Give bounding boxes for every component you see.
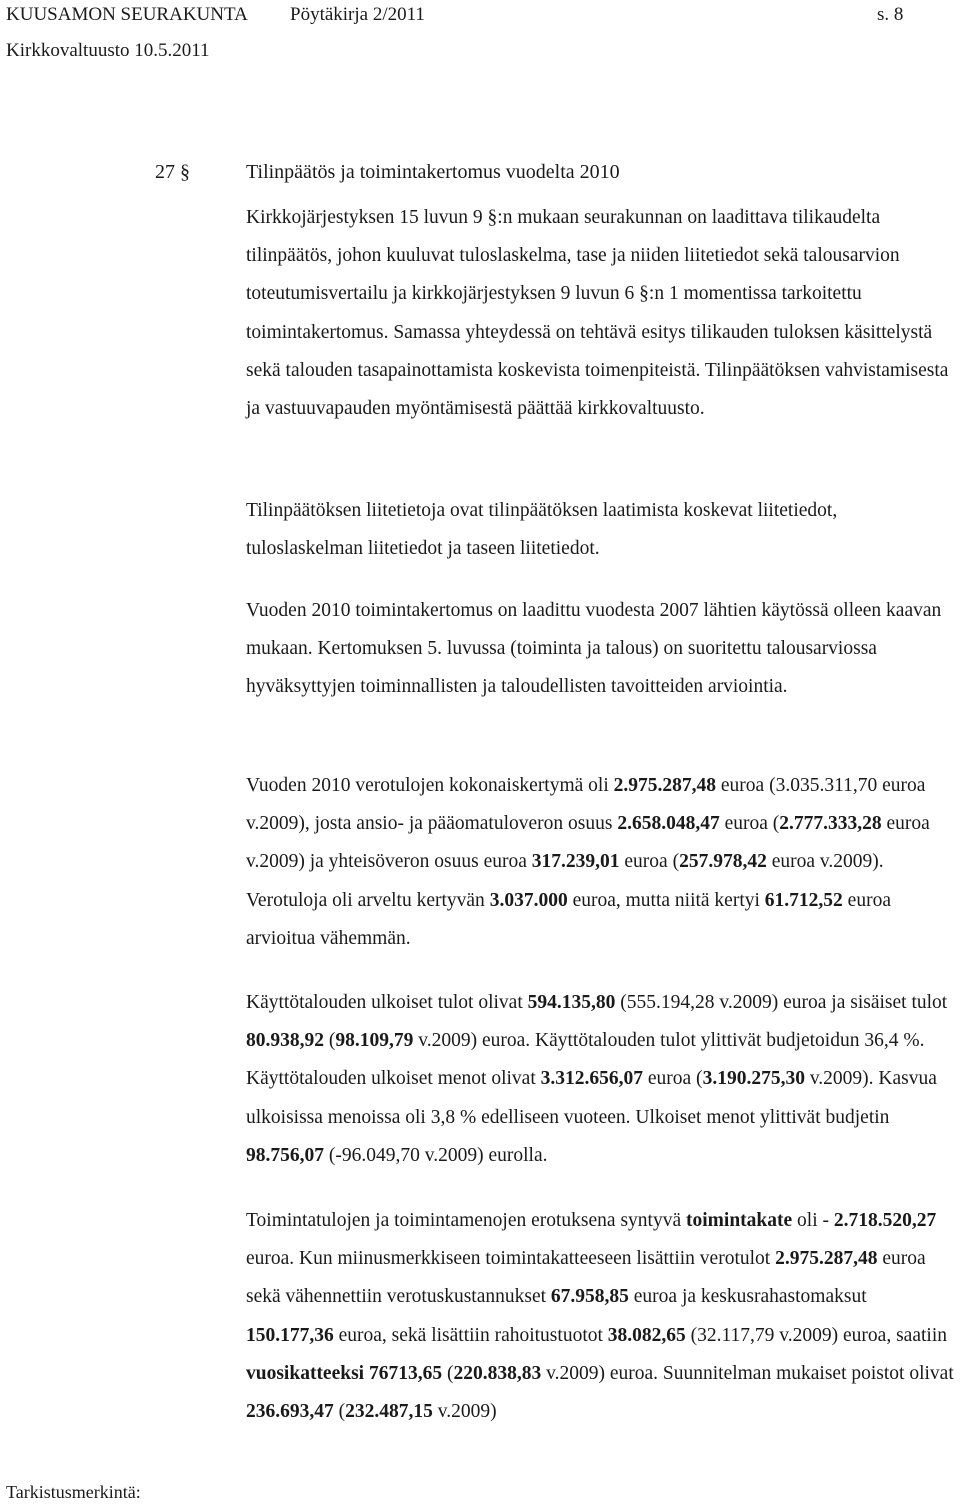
bold-value: vuosikatteeksi 76713,65 — [246, 1362, 443, 1384]
paragraph-tax-revenue — [246, 767, 956, 958]
text-run: (555.194,28 v.2009) euroa ja sisäiset tulot — [615, 992, 948, 1013]
bold-value: 317.239,01 — [531, 851, 620, 873]
text-run: euroa ( — [719, 813, 780, 835]
text-run: euroa. Kun miinusmerkkiseen toimintakatteeseen lisättiin verotulot — [246, 1248, 776, 1270]
bold-value: 3.037.000 — [489, 889, 568, 911]
text-run: euroa ja keskusrahastomaksut — [628, 1286, 867, 1308]
text-run: Käyttötalouden ulkoiset tulot olivat — [246, 992, 528, 1013]
bold-value: 594.135,80 — [527, 992, 616, 1013]
paragraph-annual-report: Vuoden 2010 toimintakertomus on laadittu vuodesta 2007 lähtien käytössä olleen kaavan mukaan. Kertomuksen 5. luvussa (toiminta ja talous) on suoritettu talousarviossa hyväksyttyjen toiminnallisten ja taloudellisten tavoitteiden arviointia. — [246, 600, 942, 698]
bold-value: 98.756,07 — [246, 1144, 324, 1166]
bold-value: 2.975.287,48 — [775, 1248, 878, 1270]
section-title: Tilinpäätös ja toimintakertomus vuodelta 2010 — [246, 161, 620, 183]
text-run: euroa (3.035.311,70 euroa v.2009), josta ansio- ja pääomatuloveron osuus — [246, 775, 926, 835]
text-run: euroa sekä vähennettiin verotuskustannukset — [246, 1248, 926, 1308]
text-run: Vuoden 2010 verotulojen kokonaiskertymä oli — [246, 775, 614, 796]
text-run: euroa, sekä lisättiin rahoitustuotot — [333, 1324, 608, 1346]
bold-value: 38.082,65 — [607, 1324, 686, 1346]
organization-name: KUUSAMON SEURAKUNTA — [6, 4, 248, 25]
document-title: Pöytäkirja 2/2011 — [290, 4, 425, 25]
text-run: ( — [333, 1401, 346, 1423]
page-number: s. 8 — [877, 4, 904, 25]
paragraph-notes: Tilinpäätöksen liitetietoja ovat tilinpäätöksen laatimista koskevat liitetiedot, tuloslaskelman liitetiedot ja taseen liitetiedot. — [246, 500, 838, 560]
text-run: euroa arvioitua vähemmän. — [246, 889, 891, 949]
text-run: (-96.049,70 v.2009) eurolla. — [324, 1144, 548, 1166]
paragraph-operating-economy — [246, 984, 956, 1175]
text-run: v.2009) euroa. Käyttötalouden tulot ylittivät budjetoidun 36,4 %. Käyttötalouden ulkoiset menot olivat — [246, 1030, 925, 1090]
bold-value: 150.177,36 — [246, 1324, 334, 1346]
bold-value: 2.718.520,27 — [833, 1210, 937, 1231]
text-run: euroa, mutta niitä kertyi — [567, 889, 765, 911]
section-number: 27 § — [155, 161, 190, 183]
text-run: euroa ( — [643, 1068, 703, 1090]
text-run: v.2009) — [432, 1401, 497, 1423]
bold-value: 80.938,92 — [246, 1030, 324, 1052]
bold-value: 220.838,83 — [453, 1362, 542, 1384]
text-run: oli - — [792, 1210, 834, 1231]
bold-value: toimintakate — [686, 1210, 793, 1231]
bold-value: 257.978,42 — [679, 851, 767, 873]
text-run: v.2009). Kasvua ulkoisissa menoissa oli 3,8 % edelliseen vuoteen. Ulkoiset menot ylittivät budjetin — [246, 1068, 937, 1128]
paragraph-operating-margin — [246, 1202, 956, 1431]
bold-value: 236.693,47 — [246, 1401, 334, 1423]
paragraph-legal-basis: Kirkkojärjestyksen 15 luvun 9 §:n mukaan seurakunnan on laadittava tilikaudelta tilinpäätös, johon kuuluvat tuloslaskelma, tase ja niiden liitetiedot sekä talousarvion toteutumisvertailu ja kirkkojärjestyksen 9 luvun 6 §:n 1 momentissa tarkoitettu toimintakertomus. Samassa yhteydessä on tehtävä esitys tilikauden tuloksen käsittelystä sekä talouden tasapainottamista koskevista toimenpiteistä. Tilinpäätöksen vahvistamisesta ja vastuuvapauden myöntämisestä päättää kirkkovaltuusto. — [246, 207, 949, 420]
text-run: ( — [324, 1030, 336, 1052]
review-mark-label: Tarkistusmerkintä: — [6, 1482, 141, 1502]
bold-value: 232.487,15 — [345, 1401, 433, 1423]
text-run: (32.117,79 v.2009) euroa, saatiin — [685, 1324, 947, 1346]
bold-value: 2.975.287,48 — [613, 775, 717, 796]
bold-value: 61.712,52 — [764, 889, 843, 911]
text-run: euroa ( — [619, 851, 680, 873]
text-run: euroa v.2009). Verotuloja oli arveltu kertyvän — [246, 851, 884, 911]
text-run: Toimintatulojen ja toimintamenojen erotuksena syntyvä — [246, 1210, 686, 1231]
text-run: ( — [442, 1362, 454, 1384]
bold-value: 98.109,79 — [335, 1030, 414, 1052]
text-run: euroa v.2009) ja yhteisöveron osuus euroa — [246, 813, 930, 873]
bold-value: 2.658.048,47 — [617, 813, 720, 835]
text-run: v.2009) euroa. Suunnitelman mukaiset poistot olivat — [541, 1362, 954, 1384]
bold-value: 3.190.275,30 — [702, 1068, 805, 1090]
bold-value: 3.312.656,07 — [540, 1068, 643, 1090]
meeting-info: Kirkkovaltuusto 10.5.2011 — [6, 40, 210, 61]
bold-value: 67.958,85 — [550, 1286, 629, 1308]
bold-value: 2.777.333,28 — [779, 813, 882, 835]
